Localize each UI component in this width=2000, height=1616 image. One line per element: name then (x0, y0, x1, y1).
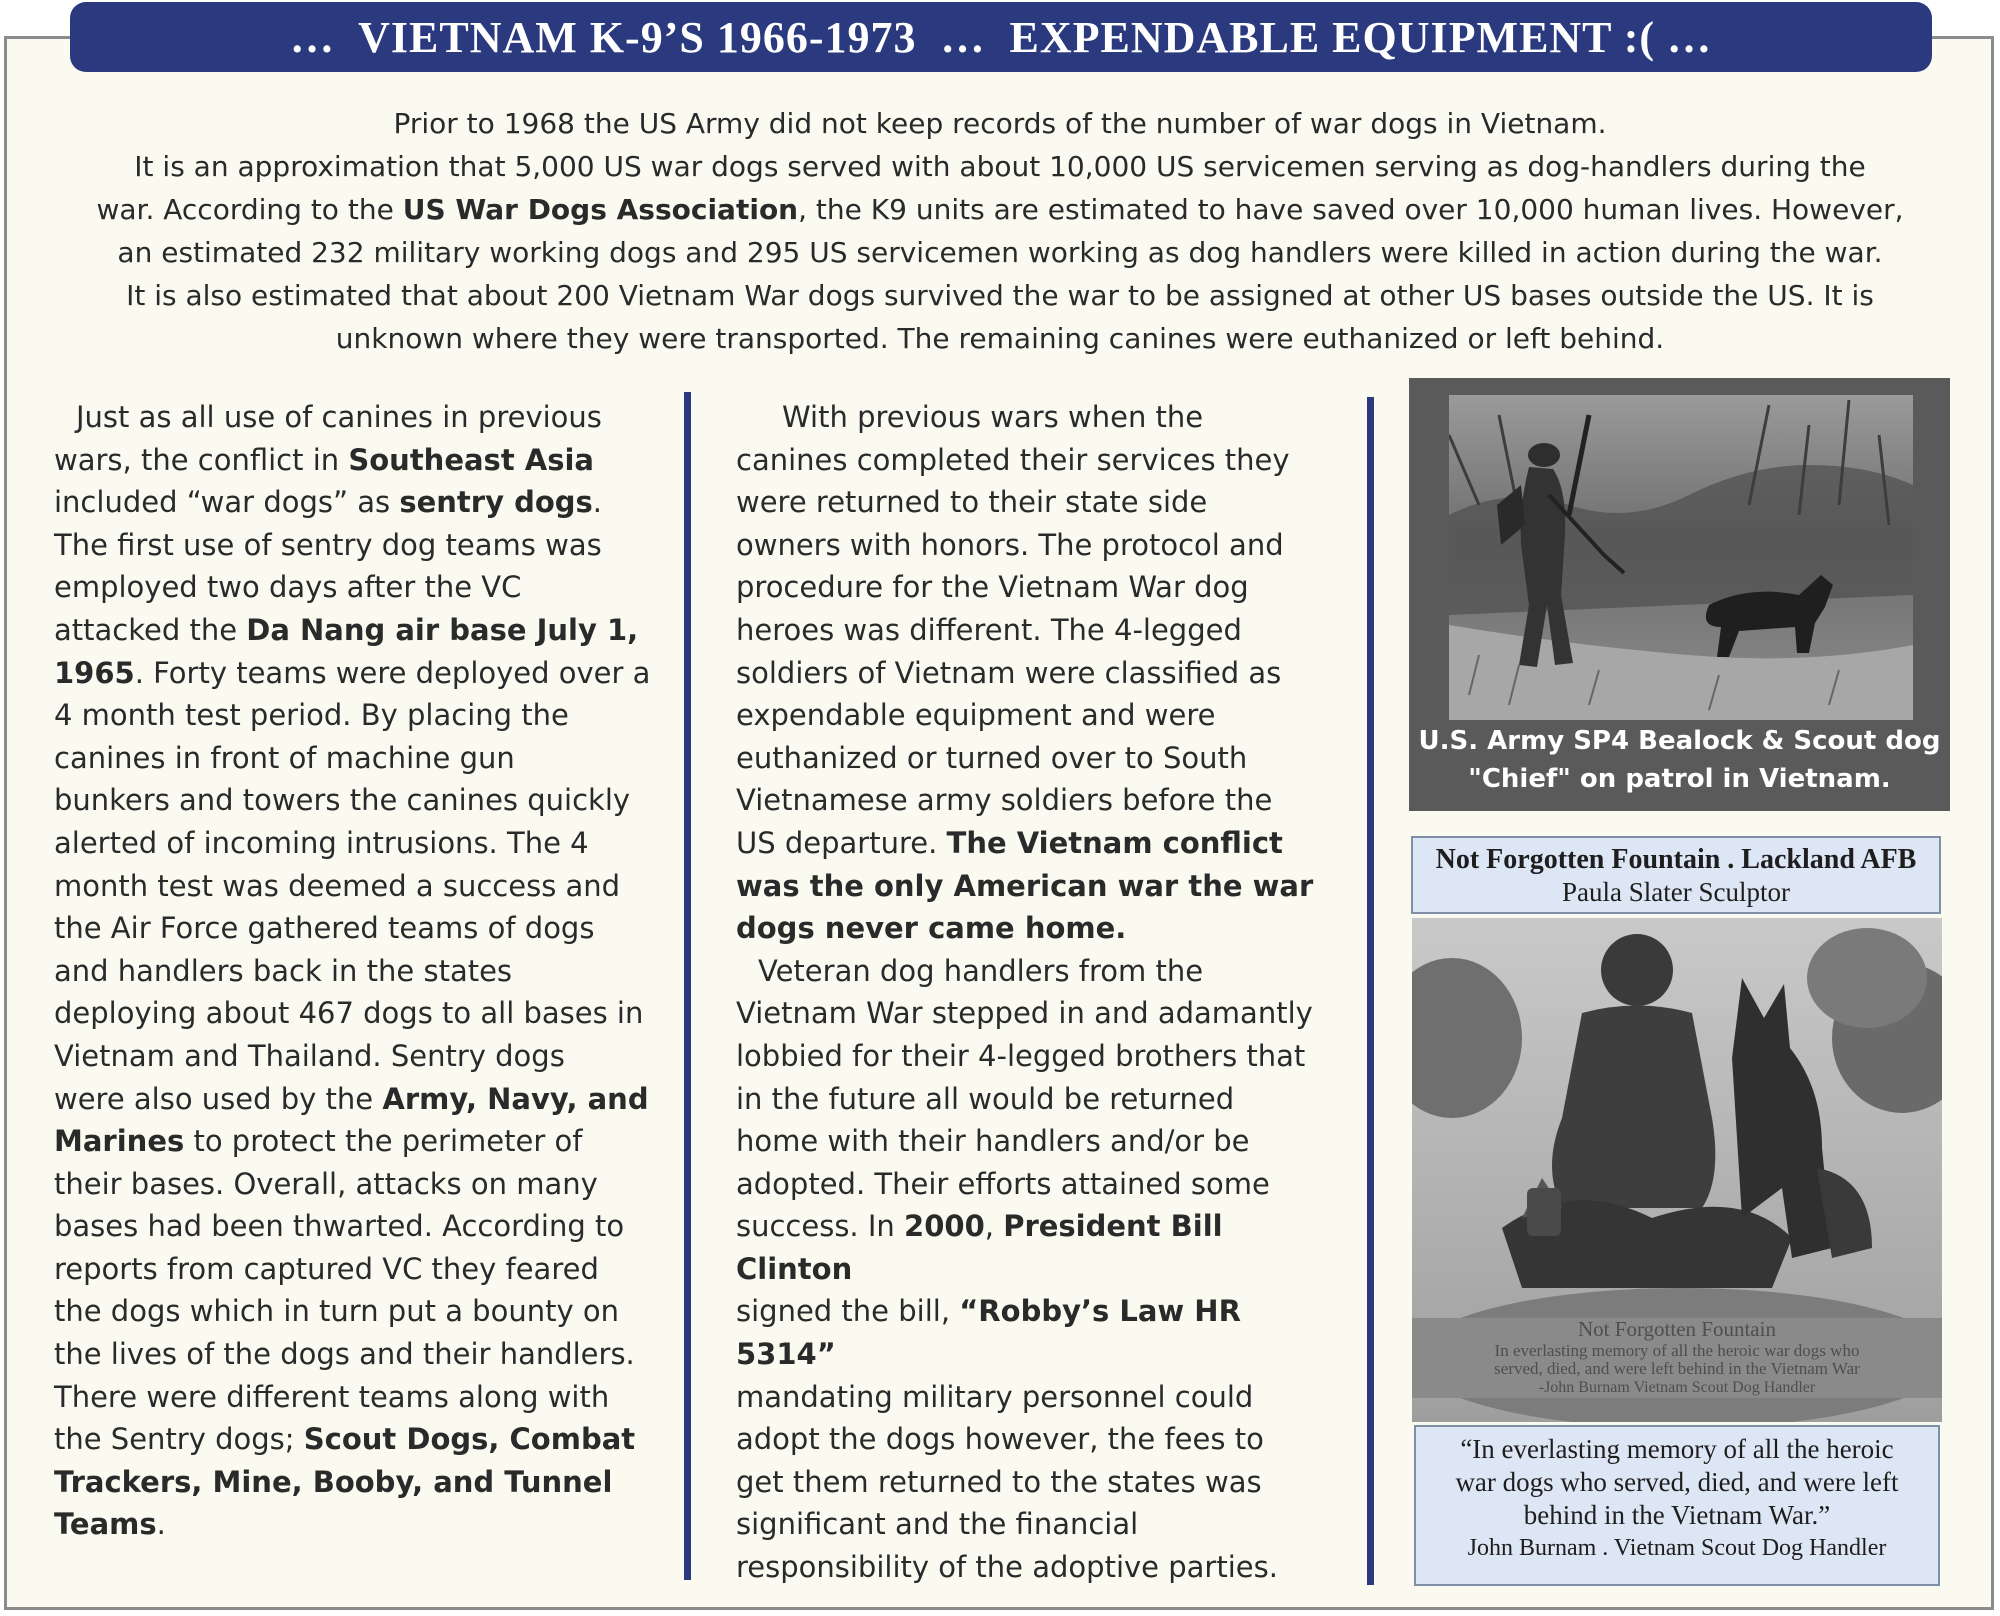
text-line: the lives of the dogs and their handlers. (54, 1337, 635, 1372)
text-line (736, 1290, 1326, 1375)
column-divider (1367, 397, 1374, 1585)
text-line (54, 609, 664, 652)
text-line (54, 1461, 664, 1504)
text-line: procedure for the Vietnam War dog (736, 570, 1249, 605)
bold-span: Trackers, Mine, Booby, and Tunnel (54, 1464, 613, 1499)
text-line: Just as all use of canines in previous (76, 400, 602, 434)
bold-span: The Vietnam conflict (946, 825, 1283, 860)
text-line: their bases. Overall, attacks on many (54, 1166, 598, 1201)
intro-text: , the K9 units are estimated to have saved over 10,000 human lives. However, (798, 193, 1904, 226)
column-divider (684, 392, 691, 1580)
text-line: heroes was different. The 4-legged (736, 612, 1242, 647)
text-line (736, 907, 1326, 950)
bold-span: Teams (54, 1507, 157, 1542)
text-line: were returned to their state side (736, 485, 1208, 520)
text-line (736, 1205, 1326, 1290)
fountain-header-box (1411, 836, 1941, 914)
intro-line: Prior to 1968 the US Army did not keep records of the number of war dogs in Vietnam. (393, 107, 1607, 140)
sculptor-credit: Paula Slater Sculptor (1562, 877, 1790, 907)
text-line: euthanized or turned over to South (736, 740, 1248, 775)
bold-span: was the only American war the war (736, 868, 1314, 903)
text-line (736, 865, 1326, 908)
memorial-statue-photo (1412, 918, 1942, 1422)
quote-line: war dogs who served, died, and were left (1455, 1467, 1899, 1497)
text-line: owners with honors. The protocol and (736, 527, 1284, 562)
text-line: home with their handlers and/or be (736, 1124, 1250, 1159)
bold-span: 2000 (904, 1209, 985, 1244)
intro-line (60, 188, 1940, 231)
text-line (54, 1418, 664, 1461)
caption-line: U.S. Army SP4 Bealock & Scout dog (1418, 726, 1941, 756)
text-line (54, 439, 664, 482)
plaque-line: In everlasting memory of all the heroic war dogs who (1494, 1341, 1860, 1360)
text-line: Vietnam and Thailand. Sentry dogs (54, 1038, 565, 1073)
fountain-title: Not Forgotten Fountain . Lackland AFB (1435, 844, 1917, 875)
text-line: Vietnam War stepped in and adamantly (736, 996, 1313, 1031)
page-title: … VIETNAM K-9’S 1966-1973 … EXPENDABLE EQUIPMENT :( … (70, 2, 1932, 72)
text-line: adopt the dogs however, the fees to (736, 1422, 1264, 1457)
text-line: significant and the financial (736, 1507, 1139, 1542)
text-line: expendable equipment and were (736, 698, 1216, 733)
text-span: the Sentry dogs; (54, 1422, 304, 1457)
text-line: responsibility of the adoptive parties. (736, 1550, 1278, 1585)
quote-line: “In everlasting memory of all the heroic (1460, 1434, 1894, 1464)
text-line (54, 481, 664, 524)
text-span: . (592, 485, 602, 520)
text-span: . (156, 1507, 166, 1542)
text-line: deploying about 467 dogs to all bases in (54, 996, 644, 1031)
intro-line: unknown where they were transported. The remaining canines were euthanized or left behind. (335, 322, 1665, 355)
bold-span: Southeast Asia (348, 442, 594, 477)
text-line: and handlers back in the states (54, 953, 513, 988)
text-span: included “war dogs” as (54, 485, 400, 520)
intro-text: war. According to the (96, 193, 403, 226)
bold-span: dogs never came home. (736, 911, 1127, 946)
text-line: the dogs which in turn put a bounty on (54, 1294, 619, 1329)
text-line: The first use of sentry dog teams was (54, 527, 602, 562)
text-span: . Forty teams were deployed over a (134, 655, 651, 690)
text-line: soldiers of Vietnam were classified as (736, 655, 1282, 690)
bold-span: Da Nang air base July 1, (246, 612, 639, 647)
text-line: alerted of incoming intrusions. The 4 (54, 825, 589, 860)
text-line: employed two days after the VC (54, 570, 522, 605)
text-line: lobbied for their 4-legged brothers that (736, 1038, 1306, 1073)
text-line: canines in front of machine gun (54, 740, 515, 775)
bold-span: 1965 (54, 655, 135, 690)
text-line: bases had been thwarted. According to (54, 1209, 625, 1244)
text-line (54, 652, 664, 695)
text-line: get them returned to the states was (736, 1464, 1262, 1499)
text-span: success. In (736, 1209, 905, 1244)
intro-paragraph (60, 102, 1940, 360)
text-line: month test was deemed a success and (54, 868, 621, 903)
plaque-line: Not Forgotten Fountain (1578, 1317, 1776, 1341)
text-line: Vietnamese army soldiers before the (736, 783, 1273, 818)
text-line: canines completed their services they (736, 442, 1290, 477)
text-line: bunkers and towers the canines quickly (54, 783, 631, 818)
text-line: reports from captured VC they feared (54, 1251, 599, 1286)
text-line (54, 1503, 664, 1546)
quote-line: behind in the Vietnam War.” (1523, 1500, 1831, 1530)
plaque-line: served, died, and were left behind in the Vietnam War (1494, 1359, 1860, 1378)
intro-line: an estimated 232 military working dogs and 295 US servicemen working as dog handlers were killed in action during the war. (117, 236, 1883, 269)
middle-column-text (736, 396, 1326, 1589)
text-line: Veteran dog handlers from the (758, 953, 1204, 988)
bold-span: “Robby’s Law HR 5314” (736, 1294, 1241, 1372)
text-line: adopted. Their efforts attained some (736, 1166, 1270, 1201)
text-line: With previous wars when the (782, 400, 1204, 434)
bold-span: Army, Navy, and (382, 1081, 649, 1116)
text-line (54, 1078, 664, 1121)
bold-span: sentry dogs (399, 485, 593, 520)
bold-span: Marines (54, 1124, 185, 1159)
text-line: the Air Force gathered teams of dogs (54, 911, 595, 946)
bold-span: President Bill Clinton (736, 1209, 1223, 1286)
intro-line: It is also estimated that about 200 Vietnam War dogs survived the war to be assigned at other US bases outside the US. It is (126, 279, 1874, 312)
text-span: were also used by the (54, 1081, 383, 1116)
left-column-text (54, 396, 664, 1546)
text-line: There were different teams along with (54, 1379, 610, 1414)
text-line: 4 month test period. By placing the (54, 698, 569, 733)
bold-span: Scout Dogs, Combat (303, 1422, 636, 1457)
text-span: , (984, 1209, 1004, 1244)
text-line: in the future all would be returned (736, 1081, 1235, 1116)
text-span: wars, the conflict in (54, 442, 349, 477)
plaque-line: -John Burnam Vietnam Scout Dog Handler (1538, 1379, 1816, 1396)
text-line: mandating military personnel could (736, 1379, 1254, 1414)
caption-line: "Chief" on patrol in Vietnam. (1468, 764, 1891, 794)
text-span: signed the bill, (736, 1294, 960, 1329)
text-span: US departure. (736, 825, 947, 860)
intro-bold-text: US War Dogs Association (402, 193, 799, 226)
text-span: attacked the (54, 612, 247, 647)
text-line (54, 1120, 664, 1163)
patrol-photo-panel (1409, 378, 1950, 811)
quote-author: John Burnam . Vietnam Scout Dog Handler (1467, 1535, 1887, 1561)
intro-line: It is an approximation that 5,000 US war dogs served with about 10,000 US servicemen serving as dog-handlers during the (134, 150, 1866, 183)
memorial-quote-box (1414, 1425, 1940, 1586)
photo-caption (1409, 722, 1950, 798)
soldier-and-dog-photo (1449, 395, 1913, 720)
text-span: to protect the perimeter of (184, 1124, 583, 1159)
text-line (736, 822, 1326, 865)
